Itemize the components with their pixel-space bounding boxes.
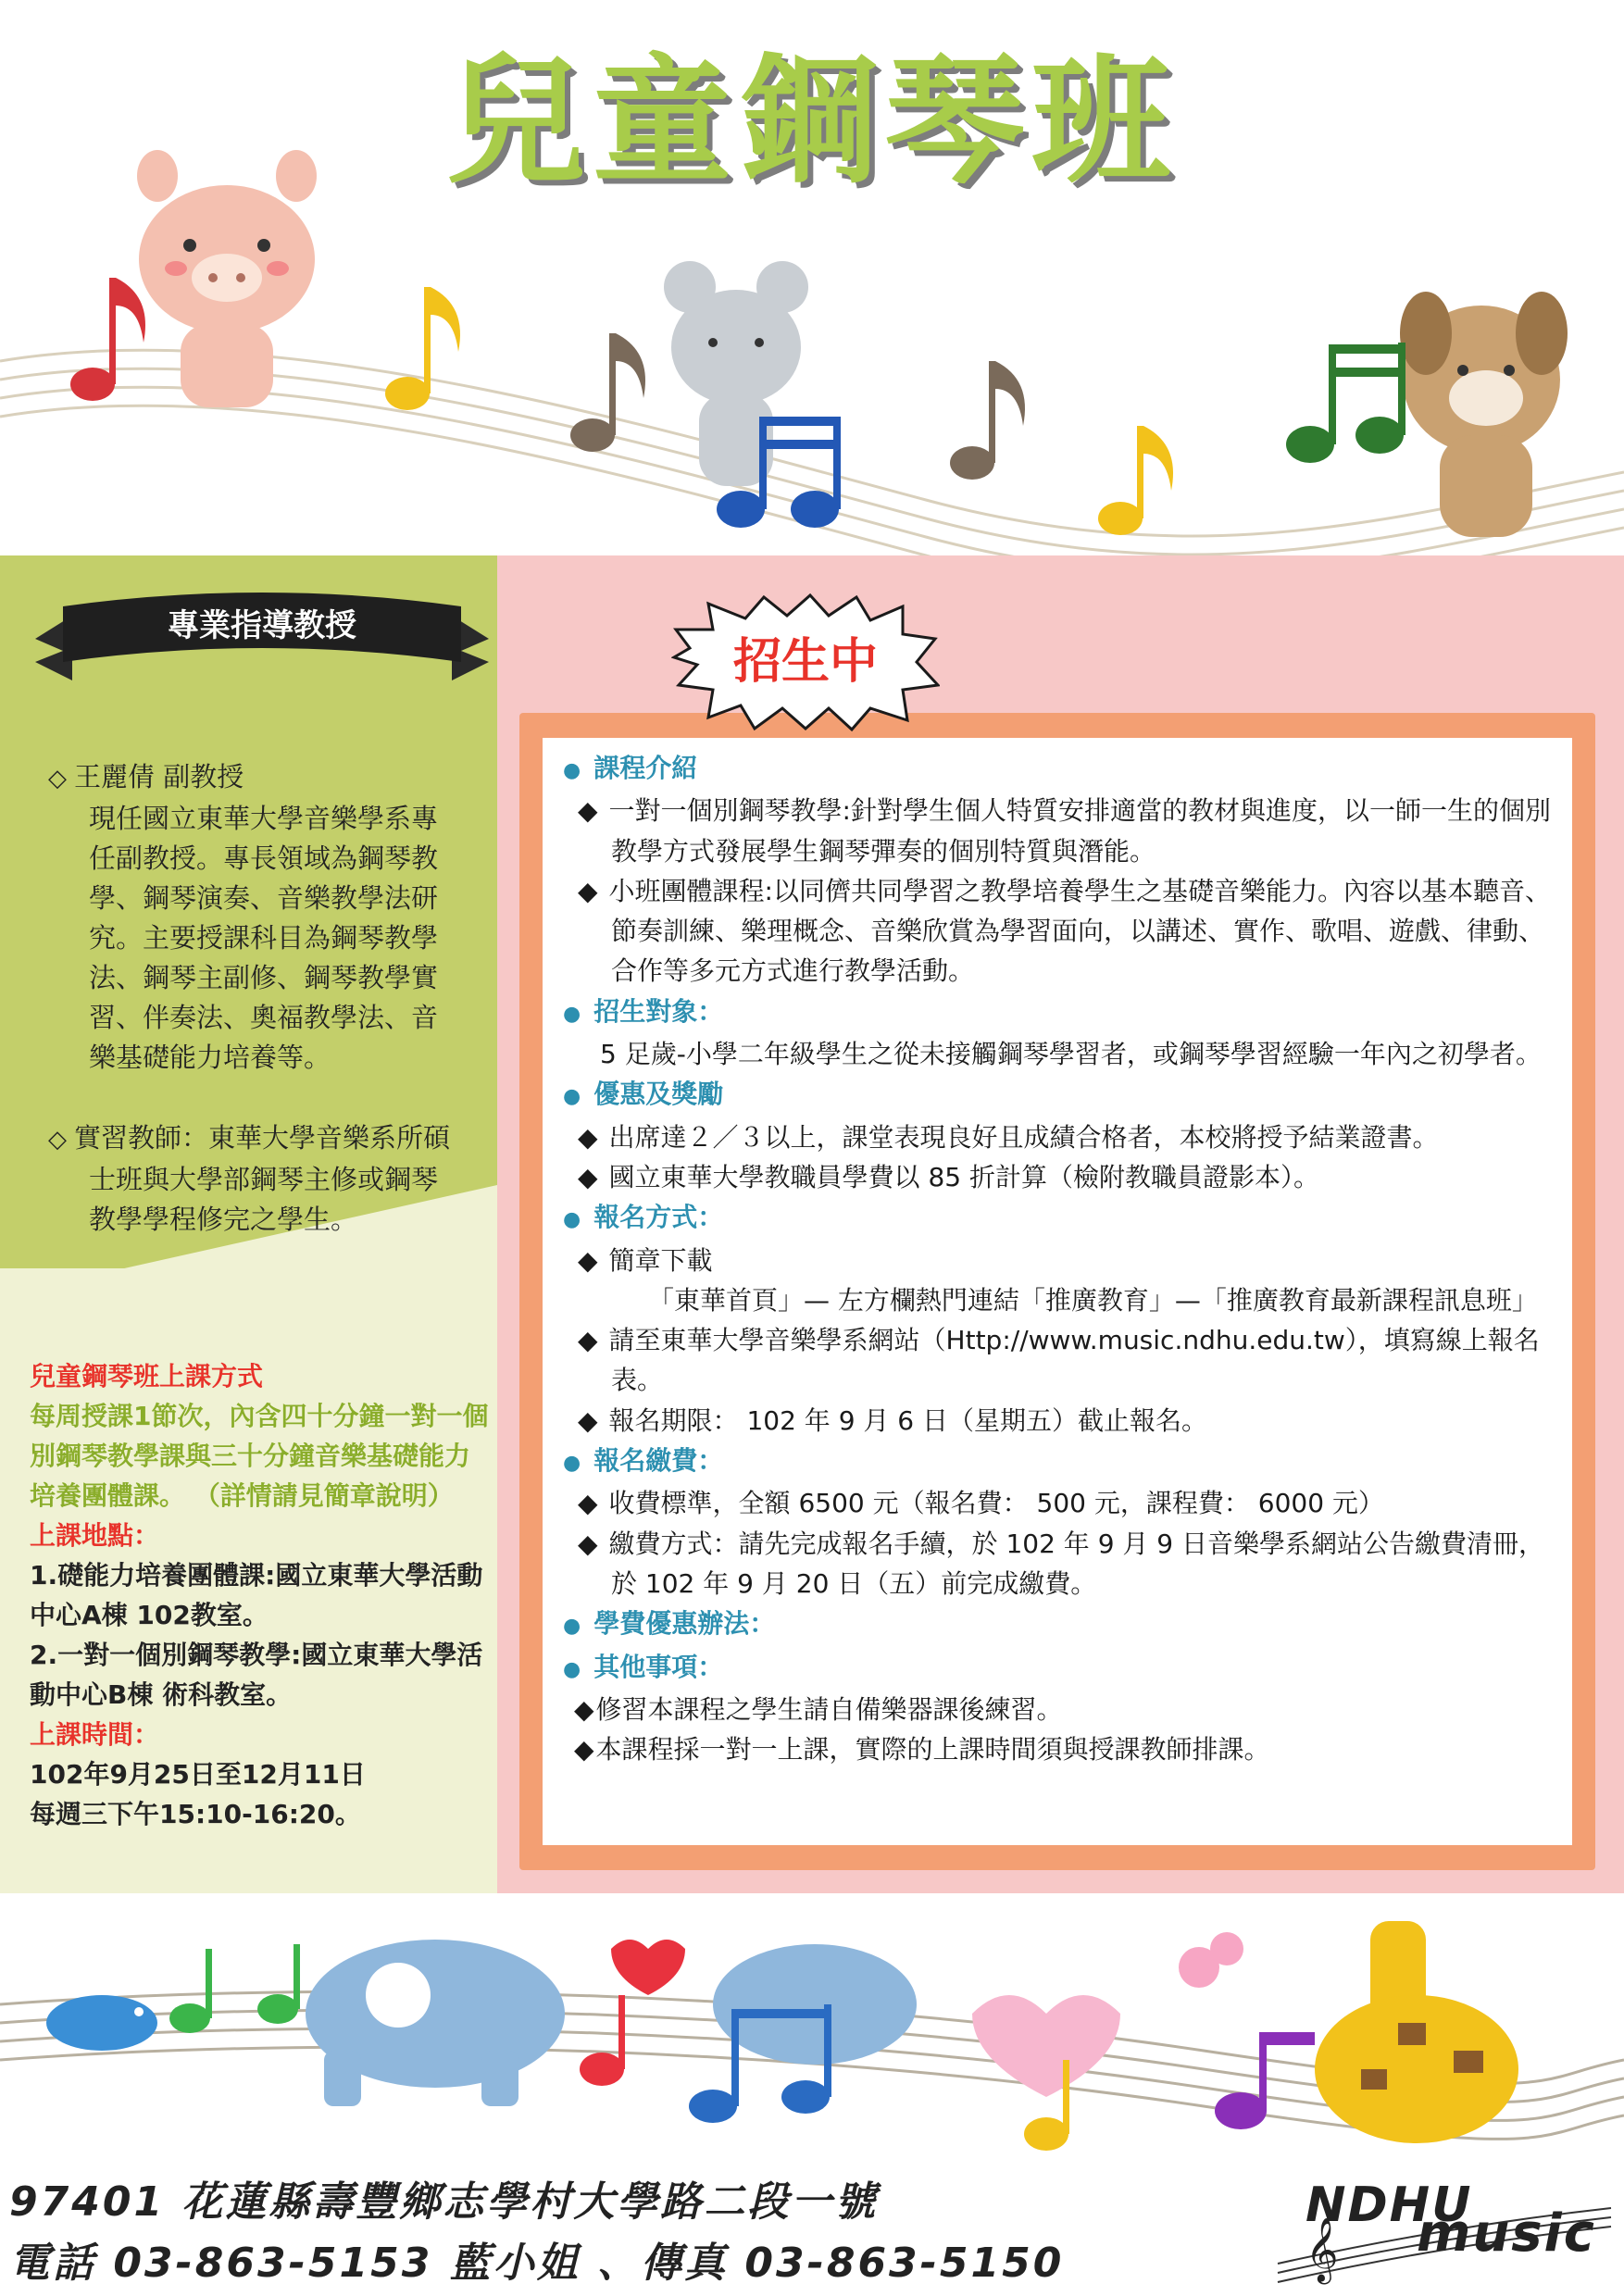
intern-text: 實習教師：東華大學音樂系所碩士班與大學部鋼琴主修或鋼琴教學學程修完之學生。: [74, 1122, 451, 1235]
professor-block: [48, 757, 456, 1078]
logo-word-ndhu: NDHU: [1305, 2177, 1473, 2233]
target-heading: 招生對象：: [593, 995, 724, 1027]
diamond-icon: ◆: [574, 1734, 594, 1766]
course-item-2: 小班團體課程:以同儕共同學習之教學培養學生之基礎音樂能力。內容以基本聽音、節奏訓練、樂理概念、音樂欣賞為學習面向，以講述、實作、歌唱、遊戲、律動、合作等多元方式進行教學活動。: [608, 875, 1551, 987]
fee-item-2: 繳費方式：請先完成報名手續，於 102 年 9 月 9 日音樂學系網站公告繳費清冊，於 102 年 9 月 20 日（五）前完成繳費。: [608, 1528, 1545, 1599]
note-brown-2: [950, 361, 1025, 480]
flower-illustration: [1179, 1932, 1243, 1988]
fee-item-1: 收費標準，全額 6500 元（報名費： 500 元，課程費： 6000 元）: [608, 1488, 1384, 1519]
other-item-1: 修習本課程之學生請自備樂器課後練習。: [595, 1693, 1063, 1725]
diamond-outline-icon: ◇: [48, 1126, 67, 1154]
footer-phone: 電話 03-863-5153 藍小姐 、傳真 03-863-5150: [9, 2240, 1065, 2287]
giraffe-illustration: [1315, 1921, 1518, 2143]
treble-clef-icon: 𝄞: [1305, 2217, 1339, 2282]
note-green: [1286, 343, 1405, 463]
diamond-icon: ◆: [578, 1488, 598, 1519]
class-time-2: 每週三下午15:10-16:20。: [30, 1799, 361, 1829]
recruiting-badge: [671, 593, 940, 731]
footer-address: 97401 花蓮縣壽豐鄉志學村大學路二段一號: [9, 2178, 879, 2226]
page-title: 兒童鋼琴班: [445, 42, 1178, 203]
mouse-illustration: [664, 261, 808, 486]
fee-heading: 報名繳費：: [593, 1445, 724, 1477]
ribbon-label: 專業指導教授: [168, 607, 356, 644]
diamond-icon: ◆: [574, 1693, 594, 1725]
diamond-icon: ◆: [578, 875, 598, 906]
dog-illustration: [1400, 292, 1568, 537]
badge-label: 招生中: [732, 634, 879, 690]
class-method-heading: 兒童鋼琴班上課方式: [30, 1361, 264, 1391]
hippo-illustration: [713, 1944, 917, 2065]
diamond-icon: ◆: [578, 1325, 598, 1356]
intern-block: [48, 1118, 456, 1240]
note-brown-1: [570, 333, 645, 452]
top-illustration: [0, 148, 1624, 555]
diamond-icon: ◆: [578, 1121, 598, 1153]
bottom-illustration: [0, 1893, 1624, 2157]
other-heading: 其他事項：: [593, 1651, 724, 1682]
diamond-icon: ◆: [578, 1244, 598, 1276]
reward-item-1: 出席達２／３以上，課堂表現良好且成績合格者，本校將授予結業證書。: [608, 1121, 1439, 1153]
signup-heading: 報名方式：: [593, 1202, 724, 1233]
diamond-outline-icon: ◇: [48, 765, 67, 792]
class-location-1: 1.礎能力培養團體課:國立東華大學活動中心A棟 102教室。: [30, 1560, 483, 1630]
heart-pink: [972, 1995, 1120, 2097]
note-purple: [1215, 2032, 1315, 2129]
discount-heading: 學費優惠辦法：: [593, 1608, 776, 1640]
diamond-icon: ◆: [578, 1528, 598, 1559]
class-method-text: 每周授課1節次，內含四十分鐘一對一個別鋼琴教學課與三十分鐘音樂基礎能力培養團體課。 （詳情請見簡章說明）: [30, 1401, 489, 1511]
class-location-2: 2.一對一個別鋼琴教學:國立東華大學活動中心B棟 術科教室。: [30, 1640, 483, 1710]
professor-name: 王麗倩 副教授: [74, 761, 244, 792]
signup-item-1: 簡章下載: [608, 1244, 713, 1276]
note-green: [169, 1944, 300, 2033]
bullet-dot-icon: ●: [563, 1002, 581, 1026]
info-content: [563, 748, 1563, 1769]
course-heading: 課程介紹: [593, 753, 698, 783]
class-info-block: [30, 1356, 493, 1834]
class-time-1: 102年9月25日至12月11日: [30, 1759, 366, 1790]
professor-bio: 現任國立東華大學音樂學系專任副教授。專長領域為鋼琴教學、鋼琴演奏、音樂教學法研究。主要授課科目為鋼琴教學法、鋼琴主副修、鋼琴教學實習、伴奏法、奧福教學法、音樂基礎能力培養等。: [89, 803, 439, 1073]
diamond-icon: ◆: [578, 795, 598, 827]
class-time-label: 上課時間：: [30, 1719, 160, 1750]
bullet-dot-icon: ●: [563, 1657, 581, 1681]
diamond-icon: ◆: [578, 1404, 598, 1436]
note-yellow-2: [1098, 426, 1173, 535]
note-red: [580, 1995, 625, 2086]
bullet-dot-icon: ●: [563, 759, 581, 782]
other-item-2: 本課程採一對一上課，實際的上課時間須與授課教師排課。: [595, 1734, 1270, 1766]
course-item-1: 一對一個別鋼琴教學:針對學生個人特質安排適當的教材與進度，以一師一生的個別教學方式發展學生鋼琴彈奏的個別特質與潛能。: [608, 795, 1551, 867]
signup-item-2: 請至東華大學音樂學系網站（Http://www.music.ndhu.edu.tw），填寫線上報名表。: [608, 1325, 1540, 1396]
diamond-icon: ◆: [578, 1161, 598, 1192]
logo-word-music: music: [1417, 2203, 1596, 2264]
note-yellow-1: [385, 287, 460, 410]
reward-item-2: 國立東華大學教職員學費以 85 折計算（檢附教職員證影本）。: [608, 1161, 1319, 1192]
target-text: 5 足歲-小學二年級學生之從未接觸鋼琴學習者，或鋼琴學習經驗一年內之初學者。: [600, 1039, 1542, 1070]
class-location-label: 上課地點：: [30, 1520, 160, 1551]
heart-red: [611, 1940, 685, 1995]
elephant-illustration: [306, 1940, 565, 2106]
bullet-dot-icon: ●: [563, 1615, 581, 1639]
signup-item-1-detail: 「東華首頁」— 左方欄熱門連結「推廣教育」—「推廣教育最新課程訊息班」: [648, 1284, 1538, 1316]
bird-illustration: [46, 1995, 157, 2051]
bullet-dot-icon: ●: [563, 1085, 581, 1109]
signup-item-3: 報名期限： 102 年 9 月 6 日（星期五）截止報名。: [608, 1404, 1208, 1436]
bullet-dot-icon: ●: [563, 1208, 581, 1232]
note-red: [70, 278, 145, 401]
reward-heading: 優惠及獎勵: [593, 1079, 724, 1110]
bullet-dot-icon: ●: [563, 1452, 581, 1476]
